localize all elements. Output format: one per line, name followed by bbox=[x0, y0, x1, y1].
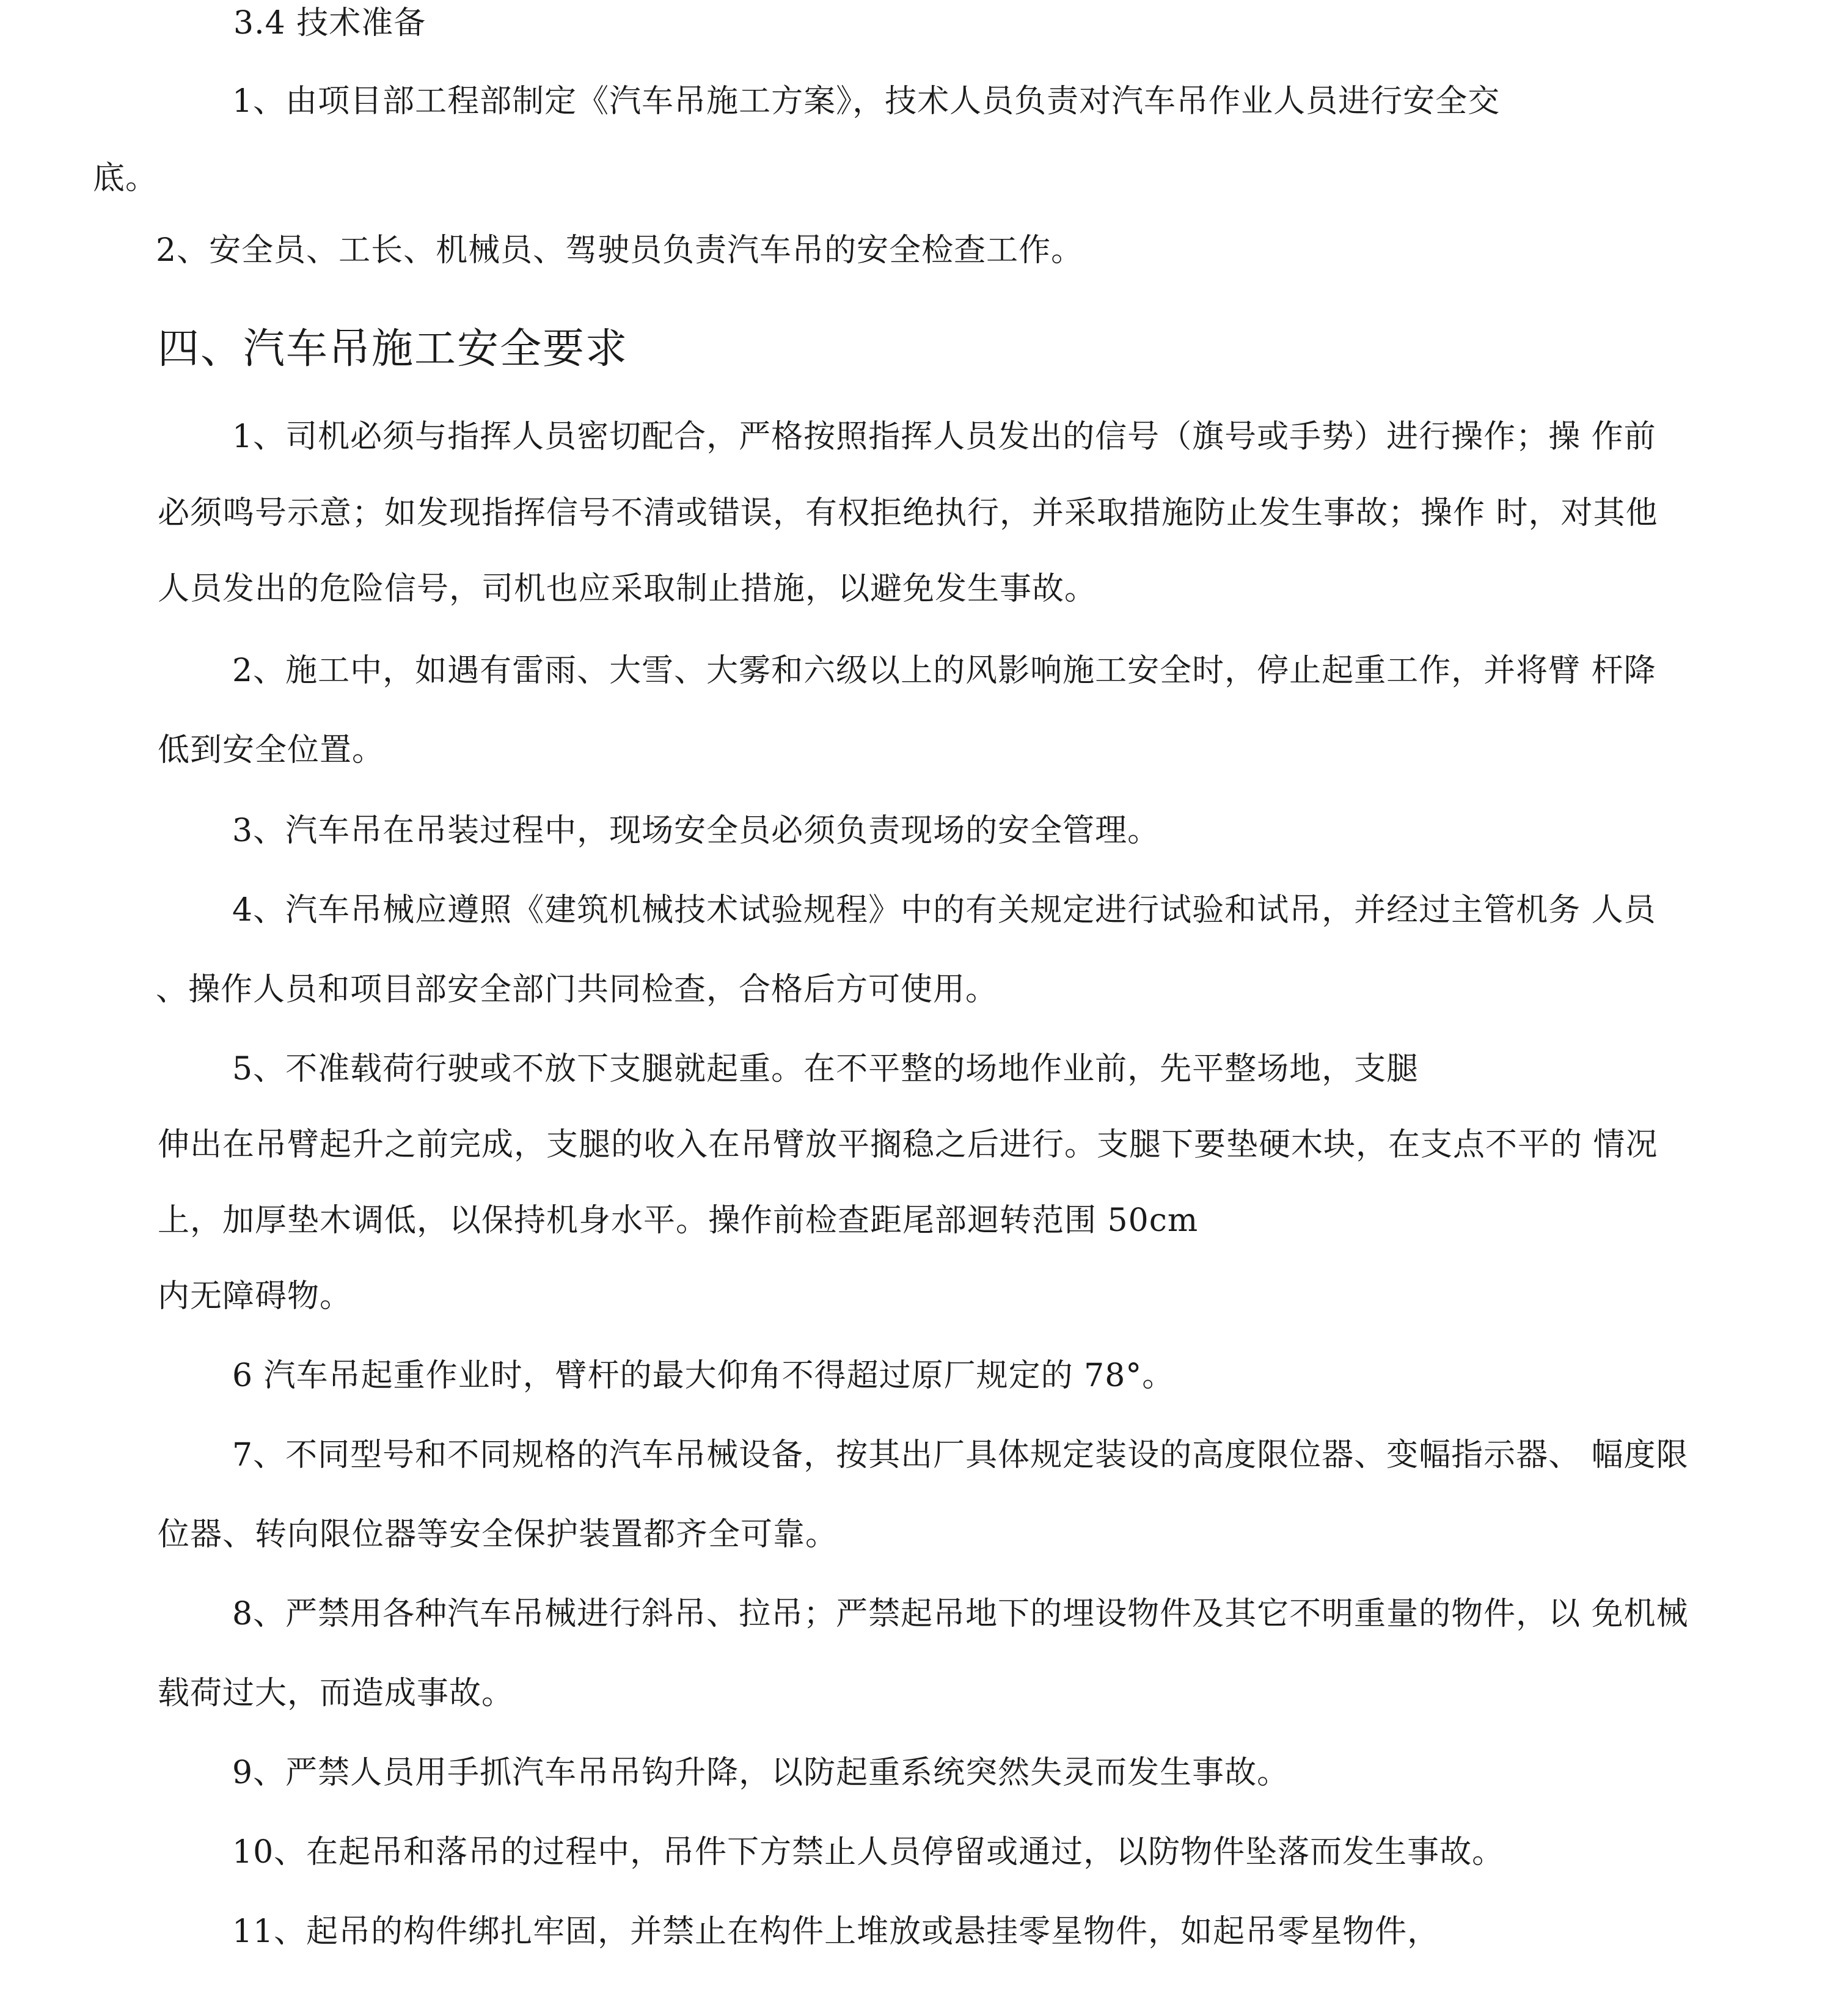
req8-line1: 8、严禁用各种汽车吊械进行斜吊、拉吊；严禁起吊地下的埋设物件及其它不明重量的物件，以 免机械 bbox=[232, 1596, 1689, 1632]
req7-line1: 7、不同型号和不同规格的汽车吊械设备，按其出厂具体规定装设的高度限位器、变幅指示器、 幅度限 bbox=[232, 1437, 1689, 1474]
section-3-4-title: 3.4 技术准备 bbox=[233, 5, 426, 42]
req10: 10、在起吊和落吊的过程中，吊件下方禁止人员停留或通过，以防物件坠落而发生事故。 bbox=[232, 1834, 1505, 1871]
req8-line2: 载荷过大，而造成事故。 bbox=[158, 1675, 514, 1712]
req7-line2: 位器、转向限位器等安全保护装置都齐全可靠。 bbox=[158, 1516, 838, 1553]
req5-line4: 内无障碍物。 bbox=[158, 1278, 353, 1315]
req9: 9、严禁人员用手抓汽车吊吊钩升降，以防起重系统突然失灵而发生事故。 bbox=[232, 1755, 1290, 1791]
s34-item1-line1: 1、由项目部工程部制定《汽车吊施工方案》，技术人员负责对汽车吊作业人员进行安全交 bbox=[232, 83, 1501, 120]
req4-line2: 、操作人员和项目部安全部门共同检查，合格后方可使用。 bbox=[156, 971, 998, 1008]
s34-item2: 2、安全员、工长、机械员、驾驶员负责汽车吊的安全检查工作。 bbox=[156, 232, 1084, 269]
s34-item1-line2: 底。 bbox=[93, 160, 158, 197]
req6: 6 汽车吊起重作业时，臂杆的最大仰角不得超过原厂规定的 78°。 bbox=[232, 1357, 1175, 1394]
req3: 3、汽车吊在吊装过程中，现场安全员必须负责现场的安全管理。 bbox=[232, 813, 1160, 849]
req1-line2: 必须鸣号示意；如发现指挥信号不清或错误，有权拒绝执行，并采取措施防止发生事故；操作 时，对其他 bbox=[158, 495, 1658, 531]
req1-line1: 1、司机必须与指挥人员密切配合，严格按照指挥人员发出的信号（旗号或手势）进行操作；操 作前 bbox=[232, 418, 1656, 455]
req5-line2: 伸出在吊臂起升之前完成，支腿的收入在吊臂放平搁稳之后进行。支腿下要垫硬木块，在支点不平的 情况 bbox=[158, 1127, 1658, 1163]
req4-line1: 4、汽车吊械应遵照《建筑机械技术试验规程》中的有关规定进行试验和试吊，并经过主管机务 人员 bbox=[232, 892, 1656, 929]
section-4-title: 四、汽车吊施工安全要求 bbox=[158, 325, 629, 373]
req11: 11、起吊的构件绑扎牢固，并禁止在构件上堆放或悬挂零星物件，如起吊零星物件， bbox=[232, 1913, 1440, 1950]
req1-line3: 人员发出的危险信号，司机也应采取制止措施，以避免发生事故。 bbox=[158, 571, 1097, 607]
req5-line3: 上，加厚垫木调低，以保持机身水平。操作前检查距尾部迴转范围 50cm bbox=[158, 1202, 1199, 1239]
req2-line1: 2、施工中，如遇有雷雨、大雪、大雾和六级以上的风影响施工安全时，停止起重工作，并将臂 杆降 bbox=[232, 652, 1656, 689]
req5-line1: 5、不准载荷行驶或不放下支腿就起重。在不平整的场地作业前，先平整场地，支腿 bbox=[232, 1051, 1419, 1087]
req2-line2: 低到安全位置。 bbox=[158, 732, 385, 769]
